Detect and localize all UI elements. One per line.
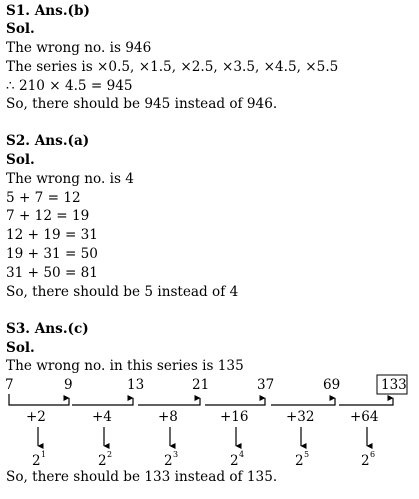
power-exp-6: 6: [370, 450, 376, 459]
series-term-4: 21: [192, 377, 210, 393]
power-exp-5: 5: [304, 450, 310, 459]
s2-line-5: 19 + 31 = 50: [6, 246, 98, 262]
power-base-6: 2: [361, 453, 370, 469]
s2-line-3: 7 + 12 = 19: [6, 208, 90, 224]
power-base-3: 2: [164, 453, 173, 469]
power-exp-3: 3: [173, 450, 179, 459]
s2-line-2: 5 + 7 = 12: [6, 190, 81, 206]
bracket-5: [271, 398, 335, 405]
s1-sol-label: Sol.: [6, 21, 35, 37]
power-base-2: 2: [98, 453, 107, 469]
series-term-1: 7: [5, 377, 14, 393]
power-2: [98, 450, 112, 469]
power-exp-1: 1: [41, 450, 47, 459]
s2-line-4: 12 + 19 = 31: [6, 227, 98, 243]
power-base-1: 2: [32, 453, 41, 469]
s1-line-1: The wrong no. is 946: [6, 40, 152, 56]
s2-sol-label: Sol.: [6, 152, 35, 168]
bracket-2: [72, 398, 133, 405]
down-arrows: [38, 427, 367, 446]
power-3: [164, 450, 178, 469]
bracket-group: [9, 394, 393, 405]
bracket-4: [205, 398, 265, 405]
difference-6: +64: [350, 409, 379, 425]
s3-conclusion: So, there should be 133 instead of 135.: [6, 469, 278, 485]
s3-sol-label: Sol.: [6, 340, 35, 356]
series-term-5: 37: [257, 377, 275, 393]
series-term-3: 13: [127, 377, 145, 393]
bracket-1: [9, 394, 69, 405]
s2-line-6: 31 + 50 = 81: [6, 265, 98, 281]
difference-3: +8: [158, 409, 178, 425]
power-exp-2: 2: [107, 450, 113, 459]
power-6: [361, 450, 375, 469]
s1-line-4: So, there should be 945 instead of 946.: [6, 96, 278, 112]
power-1: [32, 450, 46, 469]
difference-5: +32: [286, 409, 315, 425]
s3-line-1: The wrong no. in this series is 135: [6, 358, 244, 374]
s1-line-2: The series is ×0.5, ×1.5, ×2.5, ×3.5, ×4.5, ×5.5: [6, 59, 339, 75]
series-term-6: 69: [323, 377, 341, 393]
s1-heading: S1. Ans.(b): [6, 3, 90, 19]
power-5: [295, 450, 309, 469]
power-4: [230, 450, 244, 469]
difference-1: +2: [26, 409, 46, 425]
s1-line-3: ∴ 210 × 4.5 = 945: [6, 78, 133, 94]
series-term-2: 9: [64, 377, 73, 393]
power-exp-4: 4: [239, 450, 245, 459]
s2-heading: S2. Ans.(a): [6, 133, 90, 149]
s3-heading: S3. Ans.(c): [6, 321, 89, 337]
power-base-4: 2: [230, 453, 239, 469]
bracket-6: [339, 398, 393, 405]
difference-4: +16: [220, 409, 249, 425]
s2-line-1: The wrong no. is 4: [6, 171, 134, 187]
power-base-5: 2: [295, 453, 304, 469]
difference-2: +4: [92, 409, 112, 425]
bracket-3: [138, 398, 200, 405]
series-term-7: 133: [381, 377, 407, 393]
s2-line-7: So, there should be 5 instead of 4: [6, 284, 239, 300]
